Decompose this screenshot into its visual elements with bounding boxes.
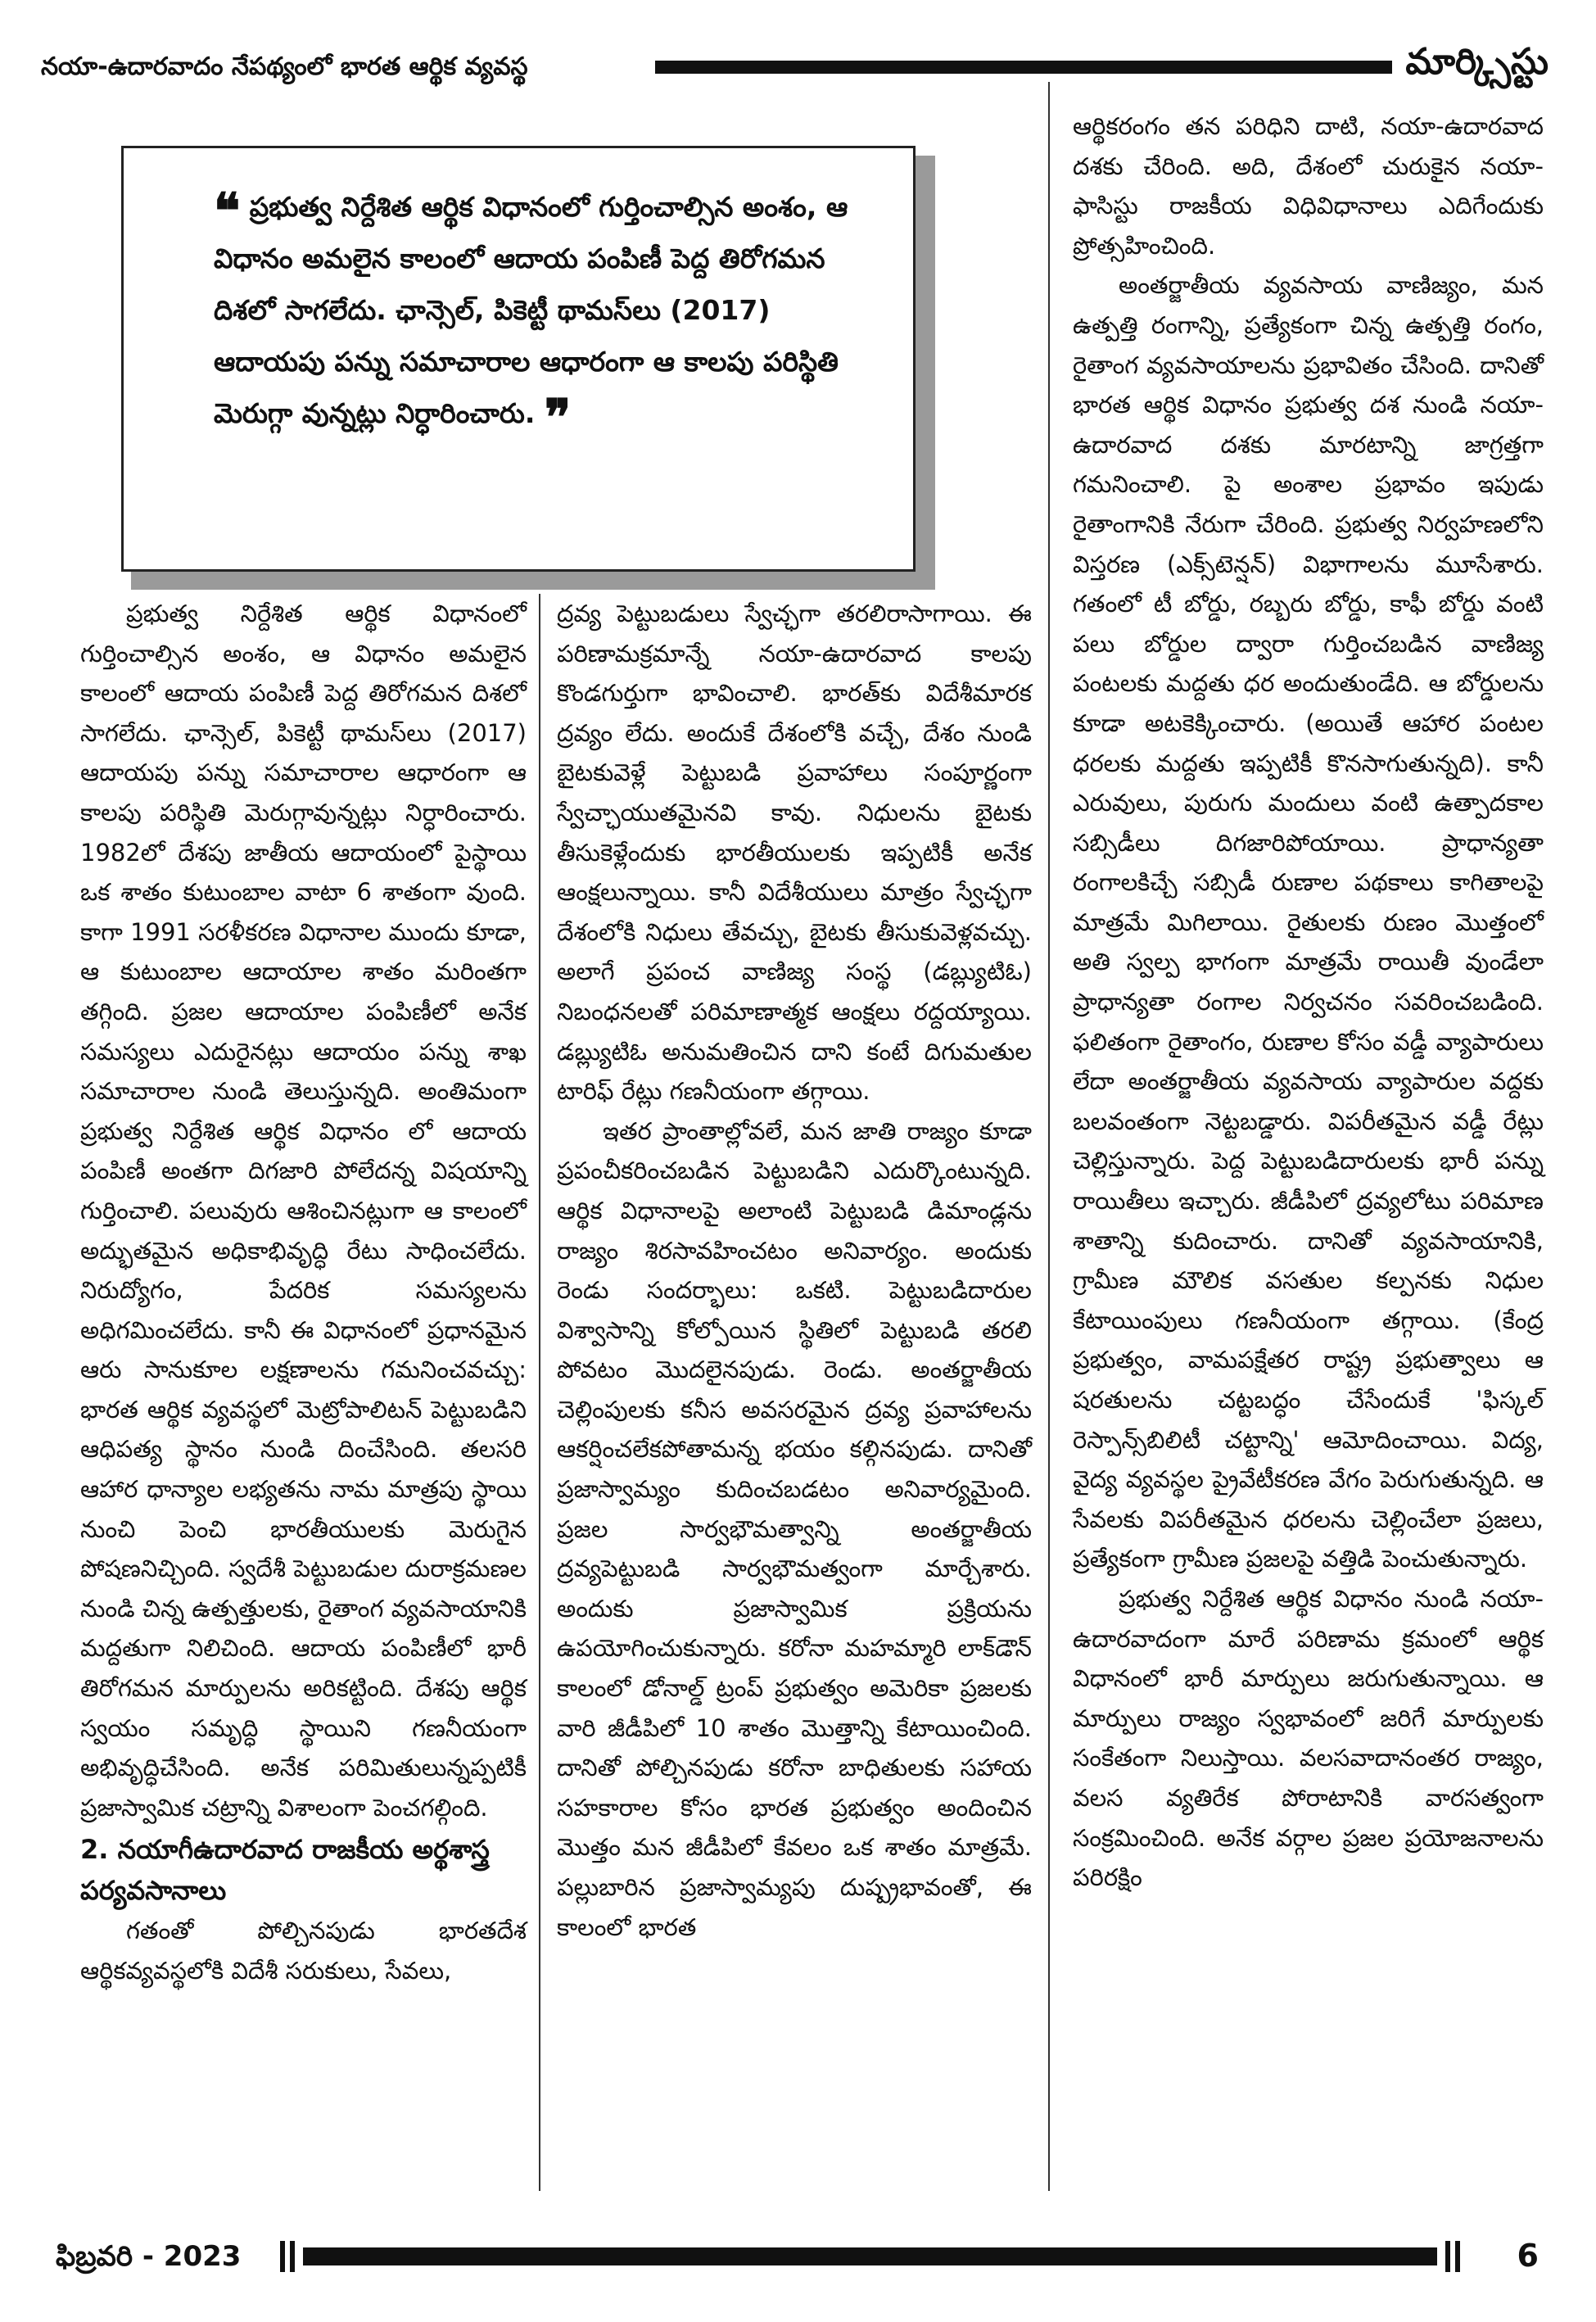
paragraph: ద్రవ్య పెట్టుబడులు స్వేచ్ఛగా తరలిరాసాగాయి. ఈ పరిణామక్రమాన్నే నయా-ఉదారవాద కాలపు కొండగుర్తుగా భావించాలి. భారత్‌కు విదేశీమారక ద్రవ్యం లేదు. అందుకే దేశంలోకి వచ్చే, దేశం నుండి బైటకువెళ్లే పెట్టుబడి ప్రవాహాలు సంపూర్ణంగా స్వేచ్ఛాయుతమైనవి కావు. నిధులను బైటకు తీసుకెళ్లేందుకు భారతీయులకు ఇప్పటికీ అనేక ఆంక్షలున్నాయి. కానీ విదేశీయులు మాత్రం స్వేచ్ఛగా దేశంలోకి నిధులు తేవచ్చు, బైటకు తీసుకువెళ్లవచ్చు. అలాగే ప్రపంచ వాణిజ్య సంస్థ (డబ్ల్యుటిఓ) నిబంధనలతో పరిమాణాత్మక ఆంక్షలు రద్దయ్యాయి. డబ్ల్యుటిఓ అనుమతించిన దాని కంటే దిగుమతుల టారిఫ్ రేట్లు గణనీయంగా తగ్గాయి. bbox=[557, 600, 1032, 1106]
paragraph: ప్రభుత్వ నిర్దేశిత ఆర్థిక విధానంలో గుర్తించాల్సిన అంశం, ఆ విధానం అమలైన కాలంలో ఆదాయ పంపిణీ పెద్ద తిరోగమన దిశలో సాగలేదు. ఛాన్సెల్, పికెట్టీ థామస్‌లు (2017) ఆదాయపు పన్ను సమాచారాల ఆధారంగా ఆ కాలపు పరిస్థితి మెరుగ్గావున్నట్లు నిర్ధారించారు. 1982లో దేశపు జాతీయ ఆదాయంలో పైస్థాయి ఒక శాతం కుటుంబాల వాటా 6 శాతంగా వుంది. కాగా 1991 సరళీకరణ విధానాల ముందు కూడా, ఆ కుటుంబాల ఆదాయాల శాతం మరింతగా తగ్గింది. ప్రజల ఆదాయాల పంపిణీలో అనేక సమస్యలు ఎదురైనట్లు ఆదాయం పన్ను శాఖ సమాచారాల నుండి తెలుస్తున్నది. అంతిమంగా ప్రభుత్వ నిర్దేశిత ఆర్థిక విధానం లో ఆదాయ పంపిణీ అంతగా దిగజారి పోలేదన్న విషయాన్ని గుర్తించాలి. పలువురు ఆశించినట్లుగా ఆ కాలంలో అద్భుతమైన అధికాభివృద్ధి రేటు సాధించలేదు. నిరుద్యోగం, పేదరిక సమస్యలను అధిగమించలేదు. కానీ ఈ విధానంలో ప్రధానమైన ఆరు సానుకూల లక్షణాలను గమనించవచ్చు: భారత ఆర్థిక వ్యవస్థలో మెట్రోపాలిటన్ పెట్టుబడిని ఆధిపత్య స్థానం నుండి దించేసింది. తలసరి ఆహార ధాన్యాల లభ్యతను నామ మాత్రపు స్థాయి నుంచి పెంచి భారతీయులకు మెరుగైన పోషణనిచ్చింది. స్వదేశీ పెట్టుబడుల దురాక్రమణల నుండి చిన్న ఉత్పత్తులకు, రైతాంగ వ్యవసాయానికి మద్దతుగా నిలిచింది. ఆదాయ పంపిణీలో భారీ తిరోగమన మార్పులను అరికట్టింది. దేశపు ఆర్థిక స్వయం సమృద్ధి స్థాయిని గణనీయంగా అభివృద్ధిచేసింది. అనేక పరిమితులున్నప్పటికీ ప్రజాస్వామిక చట్రాన్ని విశాలంగా పెంచగల్గింది. bbox=[80, 600, 527, 1822]
header-rule bbox=[655, 61, 1392, 74]
page-number: 6 bbox=[1517, 2238, 1539, 2274]
column-1 bbox=[80, 594, 527, 1991]
column-divider-1 bbox=[539, 594, 540, 2191]
close-quote-mark: ❞ bbox=[544, 389, 572, 446]
open-quote-mark: ❝ bbox=[214, 183, 241, 240]
column-3 bbox=[1073, 106, 1544, 1898]
pull-quote-text: ప్రభుత్వ నిర్దేశిత ఆర్థిక విధానంలో గుర్తించాల్సిన అంశం, ఆ విధానం అమలైన కాలంలో ఆదాయ పంపిణీ పెద్ద తిరోగమన దిశలో సాగలేదు. ఛాన్సెల్, పికెట్టీ థామస్‌లు (2017) ఆదాయపు పన్ను సమాచారాల ఆధారంగా ఆ కాలపు పరిస్థితి మెరుగ్గా వున్నట్లు నిర్ధారించారు. bbox=[214, 191, 848, 429]
paragraph: ఇతర ప్రాంతాల్లోవలే, మన జాతి రాజ్యం కూడా ప్రపంచీకరించబడిన పెట్టుబడిని ఎదుర్కొంటున్నది. ఆర్థిక విధానాలపై అలాంటి పెట్టుబడి డిమాండ్లను రాజ్యం శిరసావహించటం అనివార్యం. అందుకు రెండు సందర్భాలు: ఒకటి. పెట్టుబడిదారుల విశ్వాసాన్ని కోల్పోయిన స్థితిలో పెట్టుబడి తరలి పోవటం మొదలైనపుడు. రెండు. అంతర్జాతీయ చెల్లింపులకు కనీస అవసరమైన ద్రవ్య ప్రవాహాలను ఆకర్షించలేకపోతామన్న భయం కల్గినపుడు. దానితో ప్రజాస్వామ్యం కుదించబడటం అనివార్యమైంది. ప్రజల సార్వభౌమత్వాన్ని అంతర్జాతీయ ద్రవ్యపెట్టుబడి సార్వభౌమత్వంగా మార్చేశారు. అందుకు ప్రజాస్వామిక ప్రక్రియను ఉపయోగించుకున్నారు. కరోనా మహమ్మారి లాక్‌డౌన్ కాలంలో డోనాల్డ్ ట్రంప్ ప్రభుత్వం అమెరికా ప్రజలకు వారి జీడీపిలో 10 శాతం మొత్తాన్ని కేటాయించింది. దానితో పోల్చినపుడు కరోనా బాధితులకు సహాయ సహకారాల కోసం భారత ప్రభుత్వం అందించిన మొత్తం మన జీడీపిలో కేవలం ఒక శాతం మాత్రమే. పల్లుబారిన ప్రజాస్వామ్యపు దుష్ప్రభావంతో, ఈ కాలంలో భారత bbox=[557, 1116, 1032, 1941]
footer-rule bbox=[303, 2247, 1437, 2265]
paragraph: ప్రభుత్వ నిర్దేశిత ఆర్థిక విధానం నుండి నయా-ఉదారవాదంగా మారే పరిణామ క్రమంలో ఆర్థిక విధానంలో భారీ మార్పులు జరుగుతున్నాయి. ఆ మార్పులు రాజ్యం స్వభావంలో జరిగే మార్పులకు సంకేతంగా నిలుస్తాయి. వలసవాదానంతర రాజ్యం, వలస వ్యతిరేక పోరాటానికి వారసత్వంగా సంక్రమించింది. అనేక వర్గాల ప్రజల ప్రయోజనాలను పరిరక్షిం bbox=[1073, 1584, 1544, 1892]
section-heading: 2. నయాగీఉదారవాద రాజకీయ అర్థశాస్త్ర పర్యవసానాలు bbox=[80, 1834, 490, 1907]
paragraph: గతంతో పోల్చినపుడు భారతదేశ ఆర్థికవ్యవస్థలోకి విదేశీ సరుకులు, సేవలు, bbox=[80, 1917, 527, 1985]
issue-date: ఫిబ్రవరి - 2023 bbox=[56, 2240, 242, 2273]
pull-quote bbox=[214, 181, 864, 446]
paragraph: ఆర్థికరంగం తన పరిధిని దాటి, నయా-ఉదారవాద దశకు చేరింది. అది, దేశంలో చురుకైన నయా-ఫాసిస్టు రాజకీయ విధివిధానాలు ఎదిగేందుకు ప్రోత్సహించింది. bbox=[1073, 112, 1544, 260]
magazine-name: మార్క్సిస్టు bbox=[1405, 41, 1549, 83]
paragraph: అంతర్జాతీయ వ్యవసాయ వాణిజ్యం, మన ఉత్పత్తి రంగాన్ని, ప్రత్యేకంగా చిన్న ఉత్పత్తి రంగం, రైతాంగ వ్యవసాయాలను ప్రభావితం చేసింది. దానితో భారత ఆర్థిక విధానం ప్రభుత్వ దశ నుండి నయా-ఉదారవాద దశకు మారటాన్ని జాగ్రత్తగా గమనించాలి. పై అంశాల ప్రభావం ఇపుడు రైతాంగానికి నేరుగా చేరింది. ప్రభుత్వ నిర్వహణలోని విస్తరణ (ఎక్స్‌టెన్షన్) విభాగాలను మూసేశారు. గతంలో టీ బోర్డు, రబ్బరు బోర్డు, కాఫీ బోర్డు వంటి పలు బోర్డుల ద్వారా గుర్తించబడిన వాణిజ్య పంటలకు మద్దతు ధర అందుతుండేది. ఆ బోర్డులను కూడా అటకెక్కించారు. (అయితే ఆహార పంటల ధరలకు మద్దతు ఇప్పటికీ కొనసాగుతున్నది). కానీ ఎరువులు, పురుగు మందులు వంటి ఉత్పాదకాల సబ్సిడీలు దిగజారిపోయాయి. ప్రాధాన్యతా రంగాలకిచ్చే సబ్సిడీ రుణాల పథకాలు కాగితాలపై మాత్రమే మిగిలాయి. రైతులకు రుణం మొత్తంలో అతి స్వల్ప భాగంగా మాత్రమే రాయితీ వుండేలా ప్రాధాన్యతా రంగాల నిర్వచనం సవరించబడింది. ఫలితంగా రైతాంగం, రుణాల కోసం వడ్డీ వ్యాపారులు లేదా అంతర్జాతీయ వ్యవసాయ వ్యాపారుల వద్దకు బలవంతంగా నెట్టబడ్డారు. విపరీతమైన వడ్డీ రేట్లు చెల్లిస్తున్నారు. పెద్ద పెట్టుబడిదారులకు భారీ పన్ను రాయితీలు ఇచ్చారు. జీడీపిలో ద్రవ్యలోటు పరిమాణ శాతాన్ని కుదించారు. దానితో వ్యవసాయానికి, గ్రామీణ మౌలిక వసతుల కల్పనకు నిధుల కేటాయింపులు గణనీయంగా తగ్గాయి. (కేంద్ర ప్రభుత్వం, వామపక్షేతర రాష్ట్ర ప్రభుత్వాలు ఆ షరతులను చట్టబద్ధం చేసేందుకే 'ఫిస్కల్ రెస్పాన్స్‌బిలిటీ చట్టాన్ని' ఆమోదించాయి. విద్య, వైద్య వ్యవస్థల ప్రైవేటీకరణ వేగం పెరుగుతున్నది. ఆ సేవలకు విపరీతమైన ధరలను చెల్లించేలా ప్రజలు, ప్రత్యేకంగా గ్రామీణ ప్రజలపై వత్తిడి పెంచుతున్నారు. bbox=[1073, 271, 1544, 1573]
column-divider-2 bbox=[1048, 82, 1050, 2191]
running-header-title: నయా-ఉదారవాదం నేపథ్యంలో భారత ఆర్థిక వ్యవస్థ bbox=[41, 52, 528, 81]
column-2 bbox=[557, 594, 1032, 1947]
pull-quote-box bbox=[121, 146, 916, 572]
